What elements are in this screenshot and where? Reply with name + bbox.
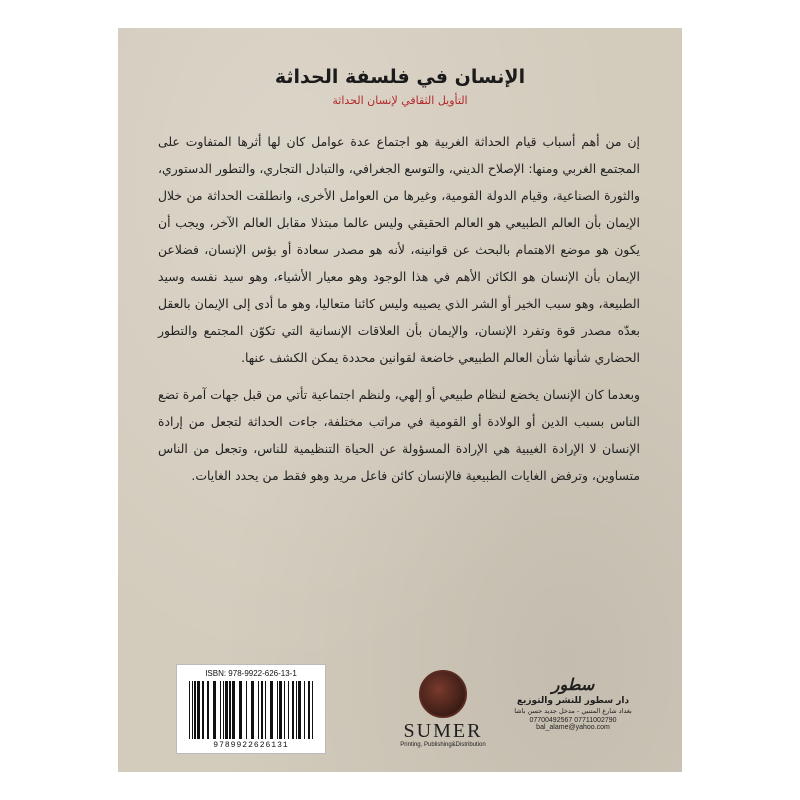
isbn-digits: 9789922626131 [213, 741, 289, 750]
blurb-paragraph: وبعدما كان الإنسان يخضع لنظام طبيعي أو إلهي، ولنظم اجتماعية تأتي من قبل جهات آمرة تضع الناس بسبب الدين أو الولادة أو القومية في مراتب مختلفة، جاءت الحداثة لتجعل من إرادة الإنسان لا الإرادة الغيبية هي الإرادة المسؤولة عن الحياة التنظيمية للناس، وتجعل من الناس متساوين، وترفض الغايات الطبيعية فالإنسان كائن فاعل مريد وهو فقط من يحدد الغايات. [158, 387, 640, 483]
publisher-block [508, 676, 638, 731]
publisher-name: دار سطور للنشر والتوزيع [516, 696, 630, 706]
sumer-logo [388, 670, 498, 748]
blurb-text [158, 128, 640, 489]
blurb-paragraph: إن من أهم أسباب قيام الحداثة الغربية هو اجتماع عدة عوامل كان لها أثرها المتفاوت على المجتمع الغربي ومنها: الإصلاح الديني، والتوسع الجغرافي، والتبادل التجاري، والتطور الدستوري، والثورة الصناعية، وقيام الدولة القومية، وغيرها من العوامل الأخرى، وانطلقت الحداثة من خلال الإيمان بأن العالم الطبيعي هو العالم الحقيقي وليس عالما مبتذلا مقابل العالم الآخر، ويجب أن يكون هو موضع الاهتمام بالبحث عن قوانينه، لأنه هو مصدر سعادة أو بؤس الإنسان، فضلاعن الإيمان بأن الإنسان هو الكائن الأهم في هذا الوجود وهو معيار الأشياء، وهو سيد نفسه وسيد الطبيعة، وهو سبب الخير أو الشر الذي يصيبه وليس كائنا متعاليا، وهو ما أدى إلى الإيمان بالعقل بعدّه مصدر قوة وتفرد الإنسان، والإيمان بأن العلاقات الإنسانية التي تكوّن المجتمع والتطور الحضاري شأنها شأن العالم الطبيعي خاضعة لقوانين محددة يمكن الكشف عنها. [158, 134, 640, 365]
sumer-emblem-icon [419, 670, 467, 718]
publisher-address: بغداد شارع المتنبي - مدخل جديد حسن باشا [514, 707, 632, 715]
book-back-cover [118, 28, 682, 772]
isbn-barcode [176, 664, 326, 754]
barcode-bars [189, 681, 315, 739]
publisher-logo: سطور [551, 675, 595, 694]
publisher-phones: 07700492567 07711002790 [529, 717, 617, 724]
sumer-name: SUMER [403, 720, 483, 742]
isbn-label: ISBN: 978-9922-626-13-1 [205, 669, 297, 678]
book-subtitle: التأويل الثقافي لإنسان الحداثة [332, 94, 468, 107]
book-title: الإنسان في فلسفة الحداثة [274, 66, 526, 88]
publisher-email: bal_alame@yahoo.com [536, 724, 610, 731]
barcode-stripe [313, 681, 314, 739]
sumer-tagline: Printing, Publishing&Distribution [400, 742, 486, 748]
